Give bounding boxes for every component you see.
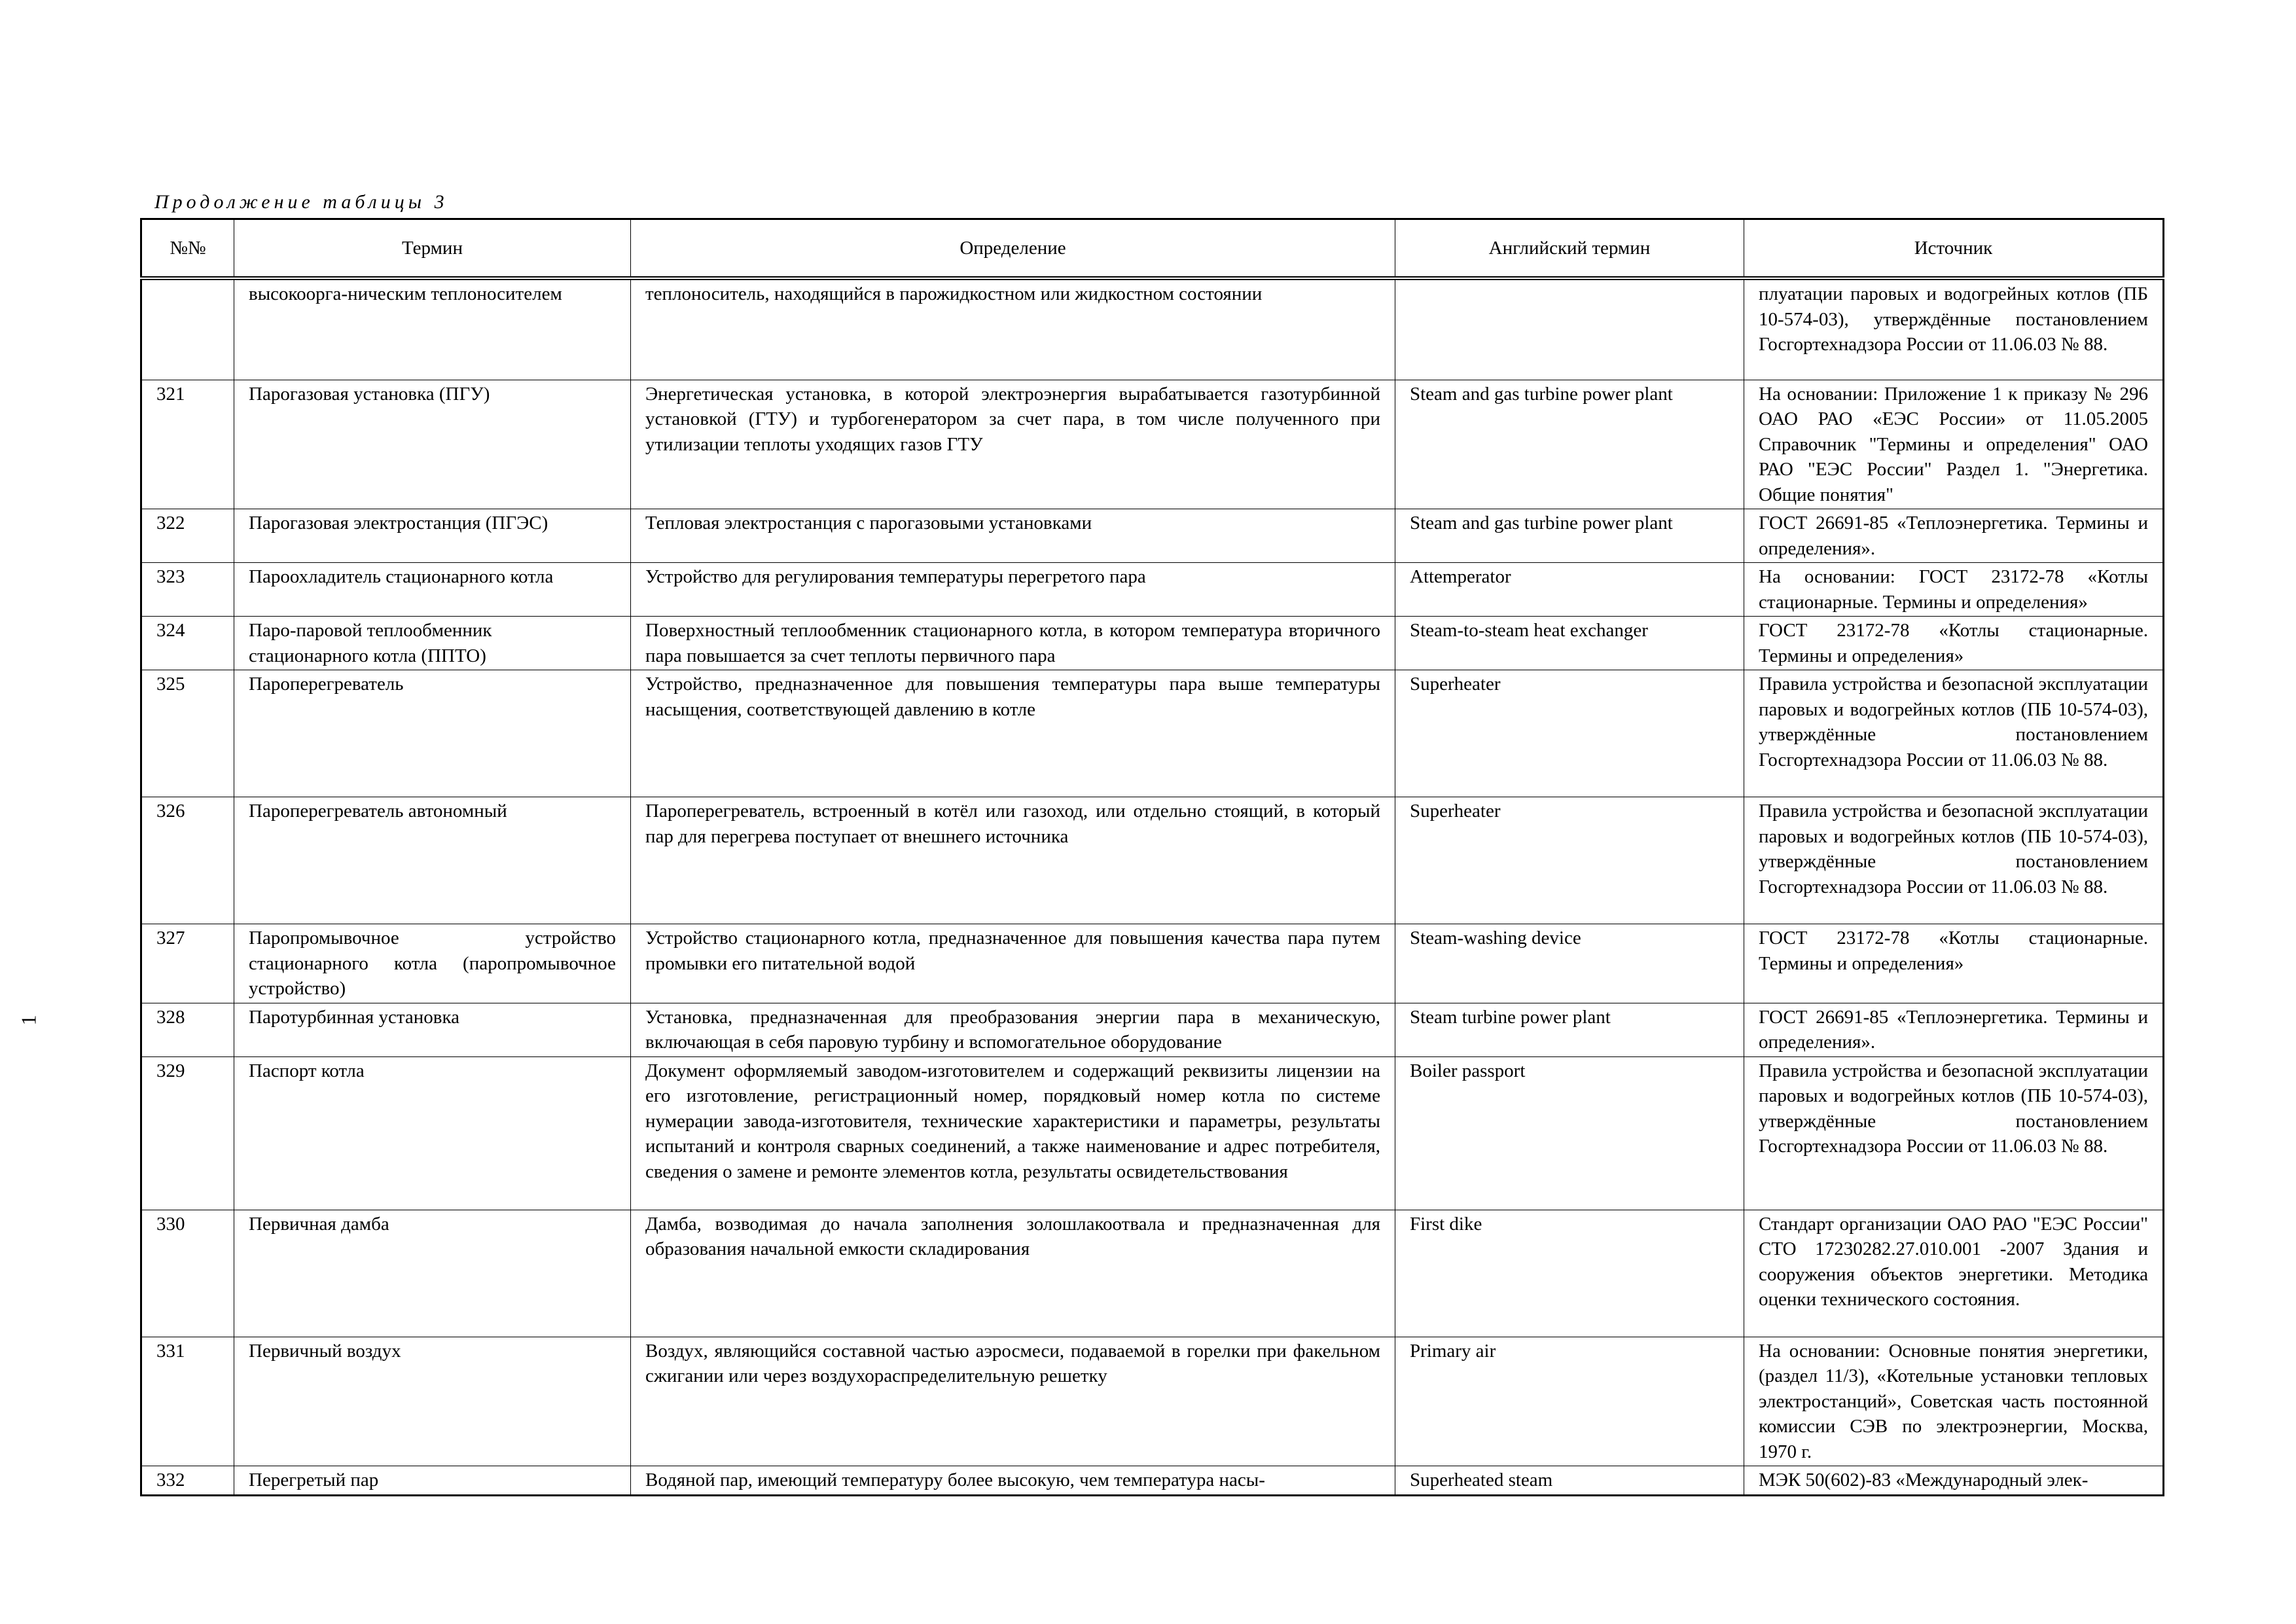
row-term: Пароохладитель стационарного котла (234, 563, 631, 617)
row-source: МЭК 50(602)-83 «Международный элек- (1744, 1466, 2164, 1496)
row-source: На основании: Основные понятия энергетики, (раздел 11/3), «Котельные установки тепловых электростанций», Советская часть постоянной комиссии СЭВ по электроэнергии, Москва, 1970 г. (1744, 1337, 2164, 1466)
row-term: Паротурбинная установка (234, 1003, 631, 1056)
row-number: 329 (141, 1056, 234, 1210)
row-source: плуатации паровых и водогрейных котлов (ПБ 10-574-03), утверждённые постановлением Госгортехнадзора России от 11.06.03 № 88. (1744, 278, 2164, 380)
row-term: Паро-паровой теплообменник стационарного котла (ППТО) (234, 617, 631, 670)
row-source: ГОСТ 26691-85 «Теплоэнергетика. Термины и определения». (1744, 509, 2164, 563)
row-number: 321 (141, 380, 234, 509)
row-english-term: Superheater (1395, 670, 1744, 797)
table-row (141, 1056, 2164, 1210)
row-definition: Поверхностный теплообменник стационарного котла, в котором температура вторичного пара повышается за счет теплоты первичного пара (631, 617, 1395, 670)
row-english-term (1395, 278, 1744, 380)
row-term: Паспорт котла (234, 1056, 631, 1210)
row-definition: теплоноситель, находящийся в парожидкостном или жидкостном состоянии (631, 278, 1395, 380)
header-term: Термин (234, 219, 631, 279)
row-number: 323 (141, 563, 234, 617)
row-english-term: Steam-to-steam heat exchanger (1395, 617, 1744, 670)
row-english-term: First dike (1395, 1210, 1744, 1337)
table-row (141, 1337, 2164, 1466)
row-definition: Устройство для регулирования температуры перегретого пара (631, 563, 1395, 617)
header-number: №№ (141, 219, 234, 279)
header-english-term: Английский термин (1395, 219, 1744, 279)
table-row (141, 1003, 2164, 1056)
row-term: высокоорга-ническим теплоносителем (234, 278, 631, 380)
table-row (141, 924, 2164, 1003)
table-row (141, 509, 2164, 563)
table-row (141, 1210, 2164, 1337)
page-side-number: 1 (16, 1015, 41, 1026)
row-english-term: Superheated steam (1395, 1466, 1744, 1496)
row-english-term: Steam turbine power plant (1395, 1003, 1744, 1056)
row-definition: Пароперегреватель, встроенный в котёл или газоход, или отдельно стоящий, в который пар для перегрева поступает от внешнего источника (631, 797, 1395, 924)
row-definition: Устройство, предназначенное для повышения температуры пара выше температуры насыщения, соответствующей давлению в котле (631, 670, 1395, 797)
table-caption: Продолжение таблицы 3 (154, 191, 448, 213)
row-english-term: Steam and gas turbine power plant (1395, 509, 1744, 563)
row-number: 324 (141, 617, 234, 670)
row-definition: Водяной пар, имеющий температуру более высокую, чем температура насы- (631, 1466, 1395, 1496)
row-term: Парогазовая установка (ПГУ) (234, 380, 631, 509)
row-number: 331 (141, 1337, 234, 1466)
row-source: ГОСТ 26691-85 «Теплоэнергетика. Термины и определения». (1744, 1003, 2164, 1056)
table-row (141, 617, 2164, 670)
row-source: ГОСТ 23172-78 «Котлы стационарные. Термины и определения» (1744, 617, 2164, 670)
row-term: Перегретый пар (234, 1466, 631, 1496)
row-english-term: Boiler passport (1395, 1056, 1744, 1210)
row-number: 330 (141, 1210, 234, 1337)
row-term: Пароперегреватель (234, 670, 631, 797)
row-number: 332 (141, 1466, 234, 1496)
header-definition: Определение (631, 219, 1395, 279)
row-source: ГОСТ 23172-78 «Котлы стационарные. Термины и определения» (1744, 924, 2164, 1003)
row-english-term: Steam and gas turbine power plant (1395, 380, 1744, 509)
row-definition: Энергетическая установка, в которой электроэнергия вырабатывается газотурбинной установкой (ГТУ) и турбогенератором за счет пара, в том числе полученного при утилизации теплоты уходящих газов ГТУ (631, 380, 1395, 509)
row-term: Парогазовая электростанция (ПГЭС) (234, 509, 631, 563)
table-header-row (141, 219, 2164, 279)
row-number: 325 (141, 670, 234, 797)
terms-table (140, 218, 2164, 1496)
row-english-term: Superheater (1395, 797, 1744, 924)
table-row (141, 797, 2164, 924)
table-row (141, 670, 2164, 797)
header-source: Источник (1744, 219, 2164, 279)
row-term: Первичный воздух (234, 1337, 631, 1466)
table-row (141, 1466, 2164, 1496)
row-source: На основании: Приложение 1 к приказу № 296 ОАО РАО «ЕЭС России» от 11.05.2005 Справочник "Термины и определения" ОАО РАО "ЕЭС России" Раздел 1. "Энергетика. Общие понятия" (1744, 380, 2164, 509)
row-term: Пароперегреватель автономный (234, 797, 631, 924)
row-number (141, 278, 234, 380)
row-number: 322 (141, 509, 234, 563)
row-definition: Устройство стационарного котла, предназначенное для повышения качества пара путем промывки его питательной водой (631, 924, 1395, 1003)
row-term: Паропромывочное устройство стационарного котла (паропромывочное устройство) (234, 924, 631, 1003)
row-source: Правила устройства и безопасной эксплуатации паровых и водогрейных котлов (ПБ 10-574-03), утверждённые постановлением Госгортехнадзора России от 11.06.03 № 88. (1744, 670, 2164, 797)
row-source: Правила устройства и безопасной эксплуатации паровых и водогрейных котлов (ПБ 10-574-03), утверждённые постановлением Госгортехнадзора России от 11.06.03 № 88. (1744, 1056, 2164, 1210)
row-source: На основании: ГОСТ 23172-78 «Котлы стационарные. Термины и определения» (1744, 563, 2164, 617)
row-definition: Тепловая электростанция с парогазовыми установками (631, 509, 1395, 563)
row-definition: Дамба, возводимая до начала заполнения золошлакоотвала и предназначенная для образования начальной емкости складирования (631, 1210, 1395, 1337)
row-term: Первичная дамба (234, 1210, 631, 1337)
row-source: Стандарт организации ОАО РАО "ЕЭС России" СТО 17230282.27.010.001 -2007 Здания и сооружения объектов энергетики. Методика оценки технического состояния. (1744, 1210, 2164, 1337)
row-definition: Документ оформляемый заводом-изготовителем и содержащий реквизиты лицензии на его изготовление, регистрационный номер, порядковый номер котла по системе нумерации завода-изготовителя, технические характеристики и параметры, результаты испытаний и контроля сварных соединений, а также наименование и адрес потребителя, сведения о замене и ремонте элементов котла, результаты освидетельствования (631, 1056, 1395, 1210)
row-definition: Воздух, являющийся составной частью аэросмеси, подаваемой в горелки при факельном сжигании или через воздухораспределительную решетку (631, 1337, 1395, 1466)
row-number: 328 (141, 1003, 234, 1056)
table-row (141, 380, 2164, 509)
row-english-term: Attemperator (1395, 563, 1744, 617)
table-row (141, 563, 2164, 617)
row-number: 326 (141, 797, 234, 924)
row-source: Правила устройства и безопасной эксплуатации паровых и водогрейных котлов (ПБ 10-574-03), утверждённые постановлением Госгортехнадзора России от 11.06.03 № 88. (1744, 797, 2164, 924)
row-definition: Установка, предназначенная для преобразования энергии пара в механическую, включающая в себя паровую турбину и вспомогательное оборудование (631, 1003, 1395, 1056)
row-number: 327 (141, 924, 234, 1003)
table-row (141, 278, 2164, 380)
row-english-term: Primary air (1395, 1337, 1744, 1466)
row-english-term: Steam-washing device (1395, 924, 1744, 1003)
